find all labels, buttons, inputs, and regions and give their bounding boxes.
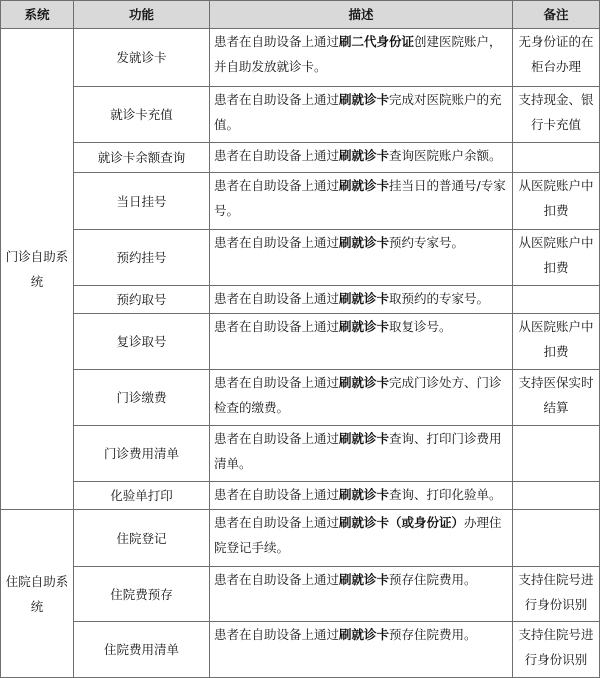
description-cell: 患者在自助设备上通过刷就诊卡挂当日的普通号/专家号。 <box>210 173 513 230</box>
table-row <box>1 87 600 143</box>
function-cell: 复诊取号 <box>74 314 210 370</box>
description-cell: 患者在自助设备上通过刷就诊卡取复诊号。 <box>210 314 513 370</box>
note-cell: 支持医保实时结算 <box>513 370 600 426</box>
table-row <box>1 510 600 567</box>
header-description: 描述 <box>210 1 513 29</box>
table-row <box>1 426 600 482</box>
note-cell: 支持住院号进行身份识别 <box>513 622 600 678</box>
note-cell: 从医院账户中扣费 <box>513 314 600 370</box>
description-cell: 患者在自助设备上通过刷就诊卡完成对医院账户的充值。 <box>210 87 513 143</box>
header-row <box>1 1 600 29</box>
function-cell: 预约取号 <box>74 286 210 314</box>
table-row <box>1 286 600 314</box>
table-row <box>1 622 600 678</box>
note-cell: 支持住院号进行身份识别 <box>513 567 600 622</box>
function-cell: 门诊费用清单 <box>74 426 210 482</box>
function-cell: 发就诊卡 <box>74 29 210 87</box>
function-cell: 住院费用清单 <box>74 622 210 678</box>
function-cell: 住院费预存 <box>74 567 210 622</box>
table-row <box>1 29 600 87</box>
note-cell <box>513 510 600 567</box>
description-cell: 患者在自助设备上通过刷就诊卡预存住院费用。 <box>210 567 513 622</box>
system-cell-outpatient: 门诊自助系统 <box>1 29 74 510</box>
note-cell <box>513 286 600 314</box>
note-cell <box>513 482 600 510</box>
note-cell: 支持现金、银行卡充值 <box>513 87 600 143</box>
note-cell <box>513 143 600 173</box>
description-cell: 患者在自助设备上通过刷就诊卡预约专家号。 <box>210 230 513 286</box>
function-cell: 门诊缴费 <box>74 370 210 426</box>
header-function: 功能 <box>74 1 210 29</box>
function-cell: 当日挂号 <box>74 173 210 230</box>
description-cell: 患者在自助设备上通过刷就诊卡完成门诊处方、门诊检查的缴费。 <box>210 370 513 426</box>
note-cell: 无身份证的在柜台办理 <box>513 29 600 87</box>
function-cell: 就诊卡余额查询 <box>74 143 210 173</box>
function-cell: 预约挂号 <box>74 230 210 286</box>
description-cell: 患者在自助设备上通过刷就诊卡（或身份证）办理住院登记手续。 <box>210 510 513 567</box>
header-system: 系统 <box>1 1 74 29</box>
description-cell: 患者在自助设备上通过刷就诊卡取预约的专家号。 <box>210 286 513 314</box>
table-row <box>1 143 600 173</box>
table-row <box>1 482 600 510</box>
description-cell: 患者在自助设备上通过刷就诊卡查询、打印化验单。 <box>210 482 513 510</box>
table-row <box>1 314 600 370</box>
table-row <box>1 230 600 286</box>
system-cell-inpatient: 住院自助系统 <box>1 510 74 678</box>
header-note: 备注 <box>513 1 600 29</box>
table-row <box>1 370 600 426</box>
description-cell: 患者在自助设备上通过刷二代身份证创建医院账户，并自助发放就诊卡。 <box>210 29 513 87</box>
description-cell: 患者在自助设备上通过刷就诊卡查询医院账户余额。 <box>210 143 513 173</box>
note-cell: 从医院账户中扣费 <box>513 230 600 286</box>
description-cell: 患者在自助设备上通过刷就诊卡预存住院费用。 <box>210 622 513 678</box>
note-cell <box>513 426 600 482</box>
description-cell: 患者在自助设备上通过刷就诊卡查询、打印门诊费用清单。 <box>210 426 513 482</box>
function-cell: 化验单打印 <box>74 482 210 510</box>
table-row <box>1 173 600 230</box>
function-cell: 就诊卡充值 <box>74 87 210 143</box>
function-cell: 住院登记 <box>74 510 210 567</box>
note-cell: 从医院账户中扣费 <box>513 173 600 230</box>
table-row <box>1 567 600 622</box>
